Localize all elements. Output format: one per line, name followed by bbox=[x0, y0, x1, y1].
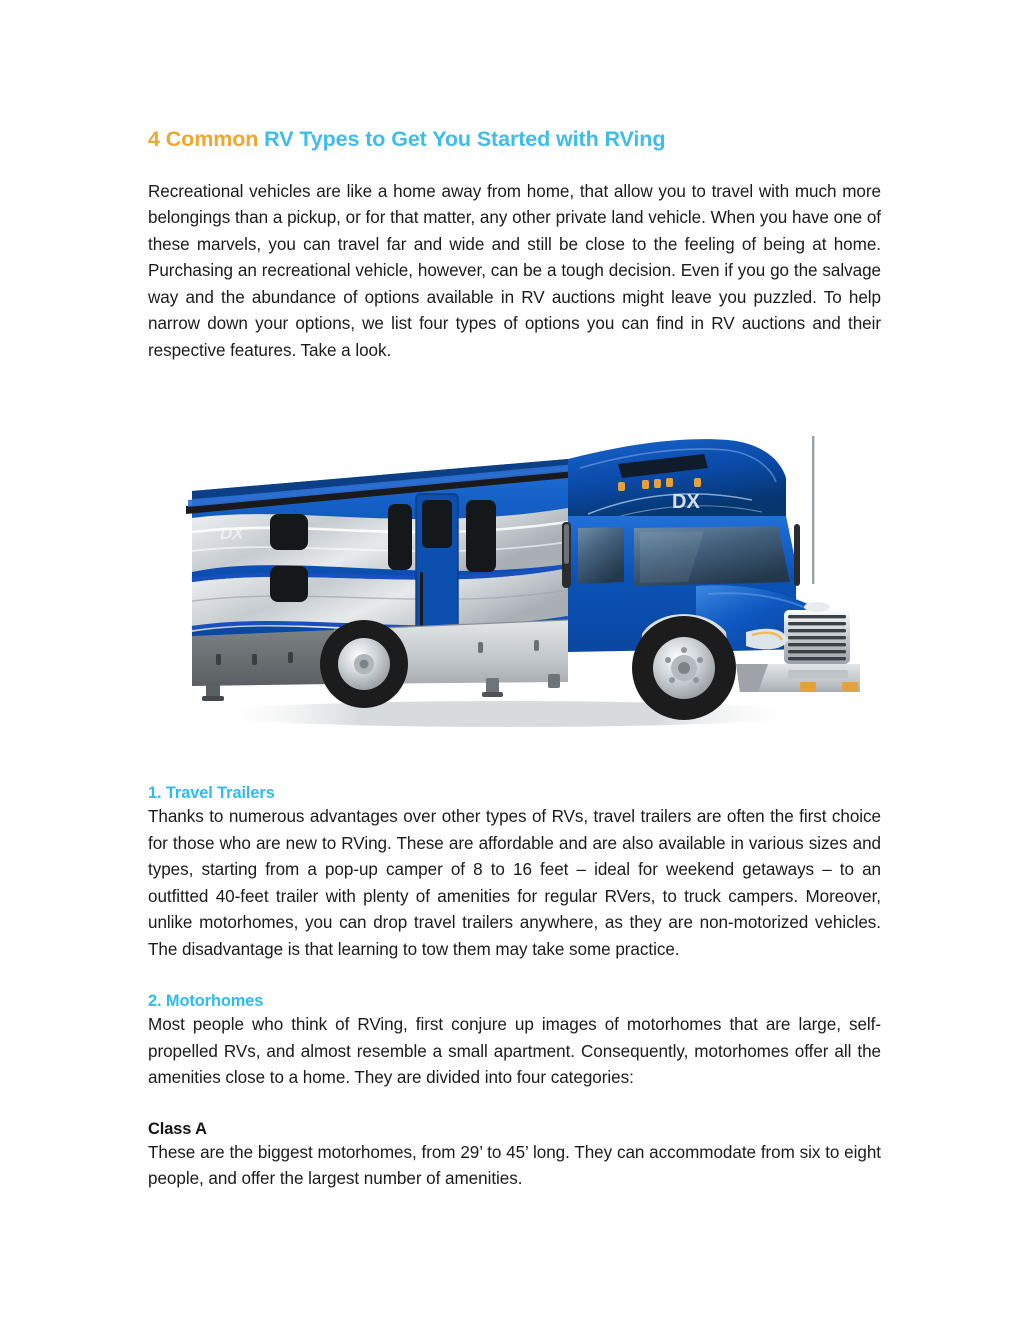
turn-signal-left bbox=[800, 682, 816, 691]
rear-window-lower bbox=[270, 566, 308, 602]
section-body-travel-trailers: Thanks to numerous advantages over other types of RVs, travel trailers are often the first choice for those who are new to RVing. These are affordable and are also available in various sizes and types, starting from a pop-up camper of 8 to 16 feet – ideal for weekend getaways – to an outfitted 40-feet trailer with plenty of amenities for regular RVers, to truck campers. Moreover, unlike motorhomes, you can drop travel trailers anywhere, as they are non-motorized vehicles. The disadvantage is that learning to tow them may take some practice. bbox=[148, 807, 881, 959]
page-title bbox=[148, 126, 881, 153]
antenna bbox=[812, 436, 814, 584]
subsection-body-class-a: These are the biggest motorhomes, from 29’ to 45’ long. They can accommodate from six to eight people, and offer the largest number of amenities. bbox=[148, 1142, 881, 1189]
door-handle-rail bbox=[420, 572, 423, 630]
door-window bbox=[422, 500, 452, 548]
spacer-after-travel-trailers bbox=[148, 963, 881, 992]
rear-window-upper bbox=[270, 514, 308, 550]
subsection-heading-class-a: Class A bbox=[148, 1119, 207, 1138]
section-body-motorhomes: Most people who think of RVing, first conjure up images of motorhomes that are large, self-propelled RVs, and almost resemble a small apartment. Consequently, motorhomes offer all the amenities close to a home. They are divided into four categories: bbox=[148, 1015, 881, 1088]
coach-window-front bbox=[466, 500, 496, 572]
cab-side-window bbox=[578, 527, 624, 584]
subsection-class-a bbox=[148, 1120, 881, 1193]
leveling-jack-rear bbox=[206, 682, 220, 698]
side-mirror-right bbox=[794, 524, 800, 586]
section-travel-trailers bbox=[148, 784, 881, 963]
rear-wheel bbox=[320, 620, 408, 708]
side-dx-badge: DX bbox=[220, 524, 244, 544]
front-wheel bbox=[632, 616, 736, 720]
page-title-main: RV Types to Get You Started with RVing bbox=[258, 127, 666, 151]
side-window-narrow bbox=[388, 504, 412, 570]
intro-paragraph: Recreational vehicles are like a home away from home, that allow you to travel with much more belongings than a pickup, or for that matter, any other private land vehicle. When you have one of these marvels, you can travel far and wide and still be close to the feeling of being at home. Purchasing an recreational vehicle, however, can be a tough decision. Even if you go the salvage way and the abundance of options available in RV auctions might leave you puzzled. To help narrow down your options, we list four types of options you can find in RV auctions and their respective features. Take a look. bbox=[148, 181, 881, 360]
cap-dx-badge: DX bbox=[672, 491, 700, 514]
section-motorhomes bbox=[148, 992, 881, 1092]
leveling-jack-front bbox=[548, 674, 560, 688]
rv-photo bbox=[148, 396, 881, 766]
spacer-after-motorhomes bbox=[148, 1092, 881, 1120]
rear-skirt bbox=[192, 630, 334, 686]
rv-illustration bbox=[148, 396, 881, 766]
leveling-jack-mid bbox=[486, 678, 499, 694]
hood-emblem bbox=[804, 602, 830, 612]
turn-signal-right bbox=[842, 682, 858, 691]
section-heading-motorhomes: 2. Motorhomes bbox=[148, 992, 264, 1011]
section-heading-travel-trailers: 1. Travel Trailers bbox=[148, 784, 275, 803]
page-title-accent: 4 Common bbox=[148, 127, 259, 151]
document-content bbox=[148, 126, 881, 1193]
